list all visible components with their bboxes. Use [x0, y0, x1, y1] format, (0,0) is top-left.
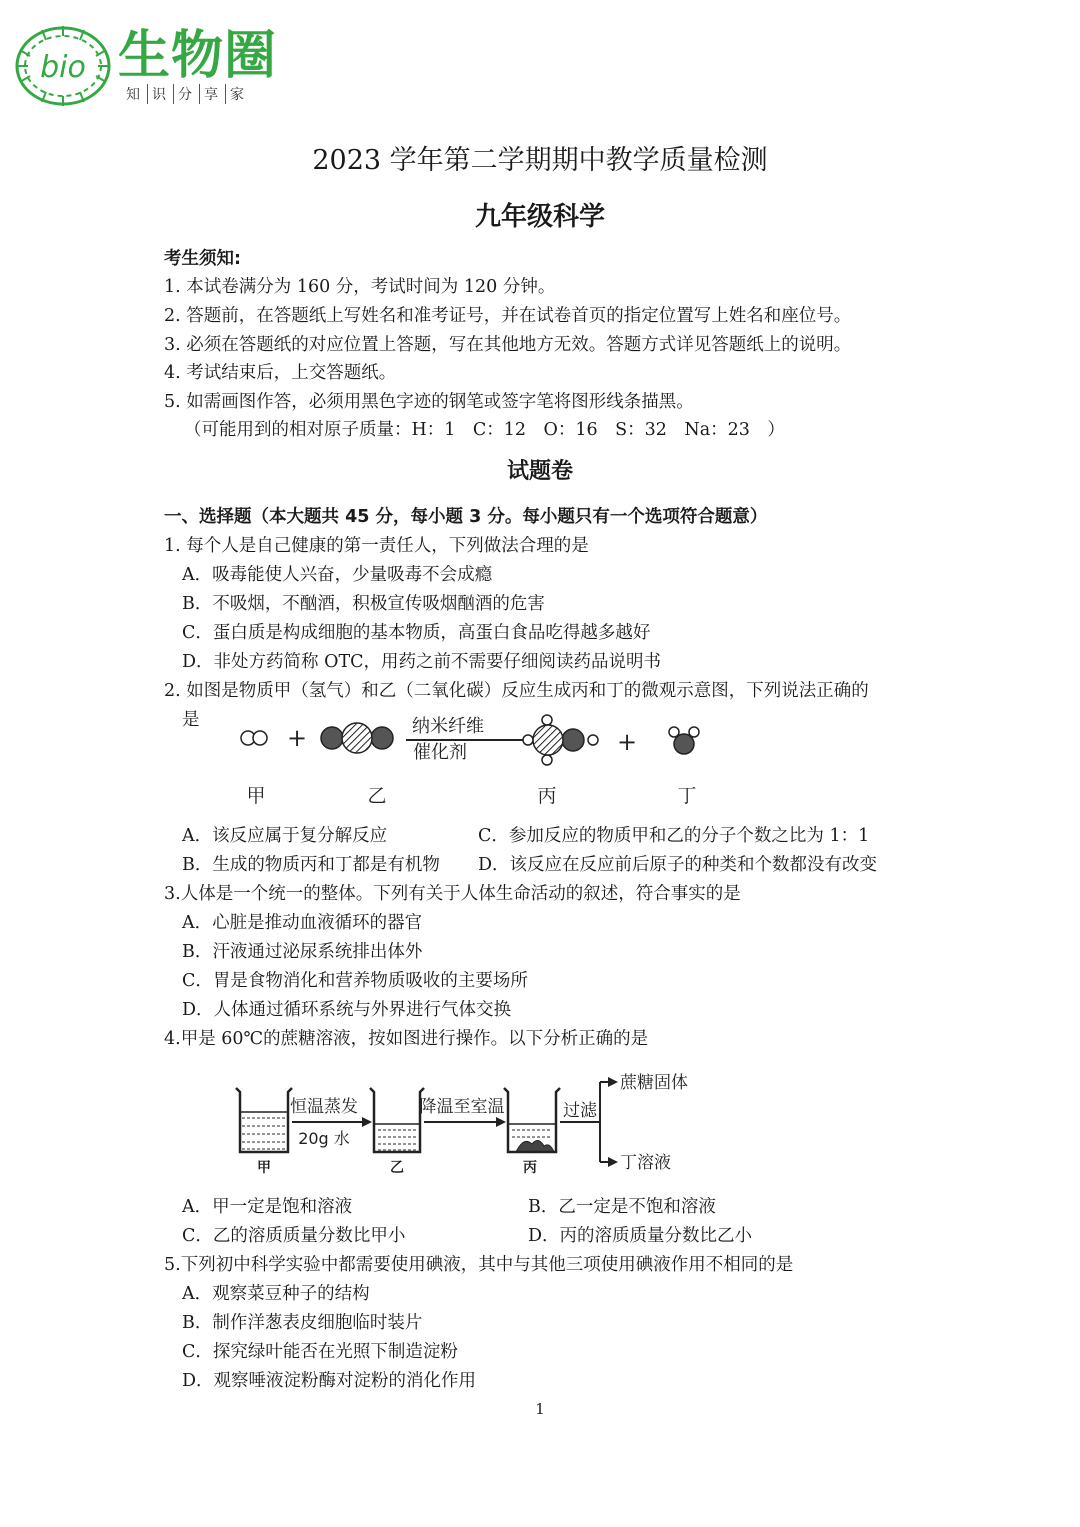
label-yi: 乙	[390, 1160, 404, 1176]
reaction-diagram	[230, 708, 720, 816]
question-stem: 2. 如图是物质甲（氢气）和乙（二氧化碳）反应生成丙和丁的微观示意图，下列说法正确的	[164, 681, 869, 701]
question-option: D．该反应在反应前后原子的种类和个数都没有改变	[478, 855, 878, 875]
notice-item: 5. 如需画图作答，必须用黑色字迹的钢笔或签字笔将图形线条描黑。	[164, 392, 694, 412]
question-option: B．乙一定是不饱和溶液	[528, 1197, 716, 1217]
arrow-head-icon	[362, 1117, 372, 1127]
notice-item: 1. 本试卷满分为 160 分，考试时间为 120 分钟。	[164, 277, 556, 297]
output-solution-label: 丁溶液	[620, 1153, 671, 1173]
catalyst-label-line1: 纳米纤维	[412, 716, 484, 737]
question-option: B．制作洋葱表皮细胞临时装片	[182, 1313, 423, 1333]
beaker-yi	[370, 1088, 424, 1152]
notice-item: 3. 必须在答题纸的对应位置上答题，写在其他地方无效。答题方式详见答题纸上的说明。	[164, 335, 852, 355]
paper-heading: 试题卷	[506, 459, 573, 484]
atomic-masses: （可能用到的相对原子质量：H：1 C：12 O：16 S：32 Na：23 ）	[184, 420, 785, 440]
question-option: C．蛋白质是构成细胞的基本物质，高蛋白食品吃得越多越好	[182, 623, 651, 643]
question-option: A．甲一定是饱和溶液	[182, 1197, 353, 1217]
output-solid-label: 蔗糖固体	[620, 1073, 688, 1093]
question-option: D．观察唾液淀粉酶对淀粉的消化作用	[182, 1371, 477, 1391]
label-yi: 乙	[367, 785, 387, 807]
catalyst-label-line2: 催化剂	[413, 742, 467, 763]
molecule-co2	[321, 723, 393, 753]
plus-sign: +	[616, 728, 638, 756]
brand-logo	[8, 14, 298, 118]
question-option: A．该反应属于复分解反应	[182, 826, 388, 846]
question-stem: 4.甲是 60℃的蔗糖溶液，按如图进行操作。以下分析正确的是	[164, 1029, 649, 1049]
question-option: D．丙的溶质质量分数比乙小	[528, 1226, 753, 1246]
brand-tagline: 知 识 分 享 家	[122, 84, 251, 104]
question-option: A．观察菜豆种子的结构	[182, 1284, 370, 1304]
dna-ring-icon	[8, 20, 118, 112]
question-option: C．参加反应的物质甲和乙的分子个数之比为 1：1	[478, 826, 870, 846]
question-option: A．吸毒能使人兴奋，少量吸毒不会成瘾	[182, 565, 493, 585]
question-option: B．汗液通过泌尿系统排出体外	[182, 942, 423, 962]
step3-label: 过滤	[563, 1101, 597, 1121]
svg-text:bio: bio	[40, 50, 86, 85]
beaker-jia	[236, 1088, 292, 1152]
exam-title: 2023 学年第二学期期中教学质量检测	[312, 145, 768, 176]
notice-item: 4. 考试结束后，上交答题纸。	[164, 363, 397, 383]
label-jia: 甲	[246, 785, 266, 807]
step1-sub-label: 20g 水	[298, 1129, 350, 1148]
question-option: D．人体通过循环系统与外界进行气体交换	[182, 1000, 512, 1020]
question-option: C．乙的溶质质量分数比甲小	[182, 1226, 406, 1246]
molecule-hydrogen	[241, 731, 267, 745]
notice-heading: 考生须知:	[164, 249, 241, 269]
molecule-water	[669, 727, 699, 754]
exam-subject: 九年级科学	[474, 202, 605, 232]
arrow-head-icon	[608, 1157, 618, 1167]
label-ding: 丁	[677, 785, 697, 807]
arrow-head-icon	[608, 1077, 618, 1087]
question-stem-continued: 是	[182, 710, 200, 730]
page-number: 1	[535, 1400, 545, 1418]
question-stem: 5.下列初中科学实验中都需要使用碘液，其中与其他三项使用碘液作用不相同的是	[164, 1255, 794, 1275]
label-bing: 丙	[537, 785, 557, 807]
question-option: C．探究绿叶能否在光照下制造淀粉	[182, 1342, 458, 1362]
notice-item: 2. 答题前，在答题纸上写姓名和准考证号，并在试卷首页的指定位置写上姓名和座位号。	[164, 306, 852, 326]
plus-sign: +	[286, 724, 308, 752]
step2-label: 降温至室温	[419, 1097, 505, 1117]
question-option: C．胃是食物消化和营养物质吸收的主要场所	[182, 971, 528, 991]
label-bing: 丙	[523, 1160, 537, 1176]
question-option: B．不吸烟，不酗酒，积极宣传吸烟酗酒的危害	[182, 594, 545, 614]
question-option: D．非处方药简称 OTC，用药之前不需要仔细阅读药品说明书	[182, 652, 662, 672]
question-option: A．心脏是推动血液循环的器官	[182, 913, 423, 933]
question-stem: 1. 每个人是自己健康的第一责任人，下列做法合理的是	[164, 536, 589, 556]
brand-name: 生物圈	[118, 26, 278, 86]
arrow-head-icon	[496, 1117, 506, 1127]
step1-label: 恒温蒸发	[290, 1097, 358, 1117]
label-jia: 甲	[257, 1160, 271, 1176]
beaker-bing	[504, 1088, 560, 1152]
question-option: B．生成的物质丙和丁都是有机物	[182, 855, 440, 875]
question-stem: 3.人体是一个统一的整体。下列有关于人体生命活动的叙述，符合事实的是	[164, 884, 741, 904]
molecule-product-bing	[523, 715, 598, 765]
solution-process-diagram	[232, 1066, 702, 1180]
section-heading: 一、选择题（本大题共 45 分，每小题 3 分。每小题只有一个选项符合题意）	[164, 507, 768, 527]
